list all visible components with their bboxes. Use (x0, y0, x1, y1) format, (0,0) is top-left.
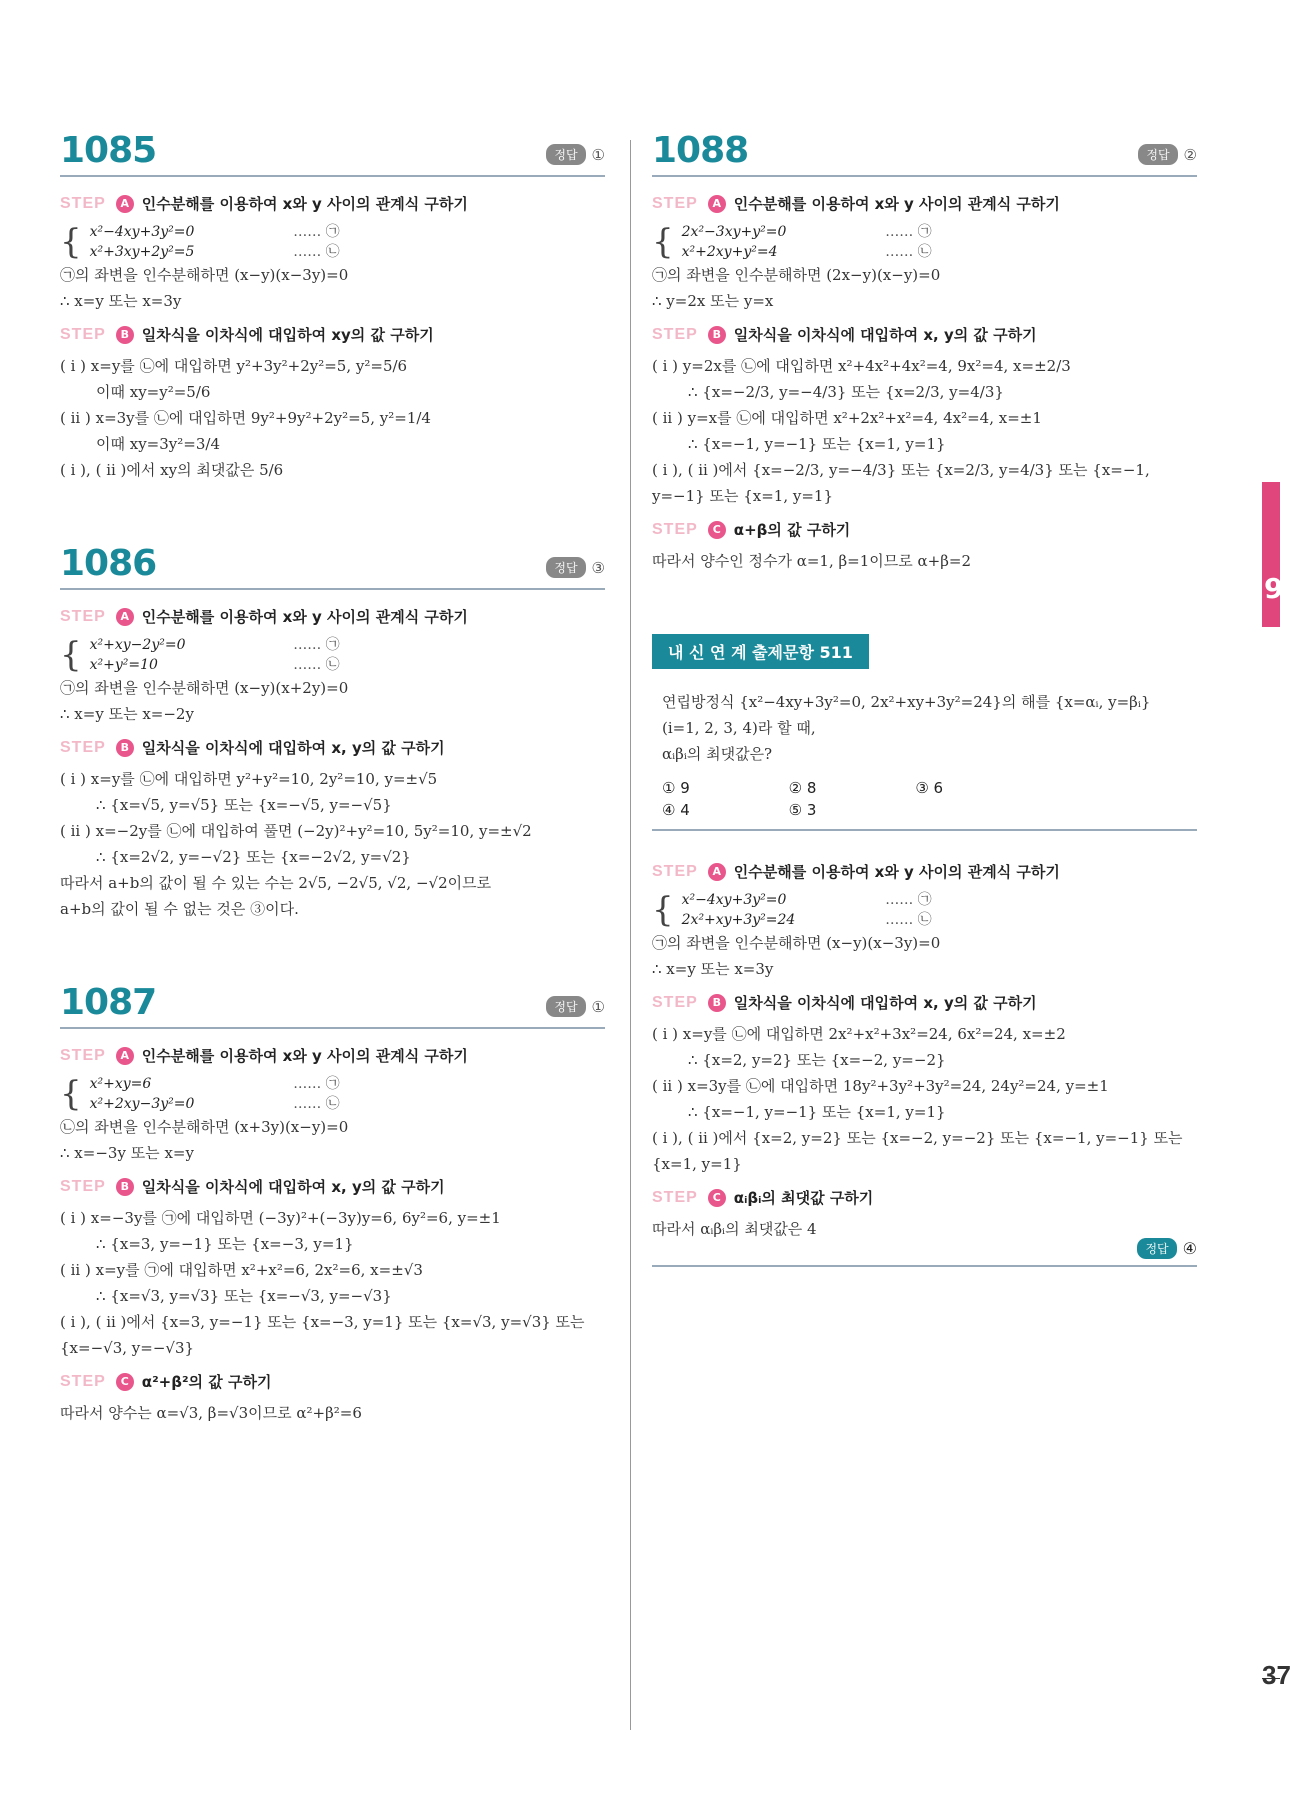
step-title: 일차식을 이차식에 대입하여 x, y의 값 구하기 (733, 326, 1037, 344)
equation-system: { 2x²−3xy+y²=0 …… ㉠ x²+2xy+y²=4 …… ㉡ (652, 222, 932, 262)
solution-line: ∴ x=−3y 또는 x=y (60, 1144, 194, 1162)
equation-system: { x²−4xy+3y²=0 …… ㉠ x²+3xy+2y²=5 …… ㉡ (60, 222, 340, 262)
solution-line: 이때 xy=3y²=3/4 (96, 435, 220, 453)
step-title: 인수분해를 이용하여 x와 y 사이의 관계식 구하기 (733, 195, 1060, 213)
right-column (652, 130, 1197, 1327)
solution-line: ∴ {x=−1, y=−1} 또는 {x=1, y=1} (688, 435, 946, 453)
problem-header (60, 982, 605, 1029)
solution-line: ∴ {x=√5, y=√5} 또는 {x=−√5, y=−√5} (96, 796, 392, 814)
solution-line: 따라서 αᵢβᵢ의 최댓값은 4 (652, 1220, 817, 1238)
answer-marker (546, 557, 605, 578)
problem-header (60, 130, 605, 177)
step-b-heading: STEP B 일차식을 이차식에 대입하여 xy의 값 구하기 (60, 325, 434, 344)
solution-line: ( i ), ( ii )에서 {x=−2/3, y=−4/3} 또는 {x=2/3, y=4/3} 또는 {x=−1, y=−1} 또는 {x=1, y=1} (652, 461, 1150, 505)
choice-5: ⑤ 3 (788, 801, 817, 819)
answer-badge: 정답 (546, 557, 585, 578)
solution-line: ( ii ) y=x를 ㉡에 대입하면 x²+2x²+x²=4, 4x²=4, x=±1 (652, 409, 1042, 427)
answer-marker (546, 996, 605, 1017)
answer-value: ① (591, 997, 605, 1016)
equation-system: { x²+xy=6 …… ㉠ x²+2xy−3y²=0 …… ㉡ (60, 1074, 340, 1114)
solution-line: ( i ), ( ii )에서 {x=2, y=2} 또는 {x=−2, y=−2} 또는 {x=−1, y=−1} 또는 {x=1, y=1} (652, 1129, 1183, 1173)
linked-problem-body (652, 669, 1197, 829)
problem-header (652, 130, 1197, 177)
problem-1086 (60, 543, 605, 922)
answer-badge: 정답 (1137, 1238, 1176, 1259)
step-title: 인수분해를 이용하여 x와 y 사이의 관계식 구하기 (141, 608, 468, 626)
solution-line: ( ii ) x=3y를 ㉡에 대입하면 9y²+9y²+2y²=5, y²=1/4 (60, 409, 431, 427)
choice-2: ② 8 (788, 779, 817, 797)
solution-line: 이때 xy=y²=5/6 (96, 383, 211, 401)
step-title: 인수분해를 이용하여 x와 y 사이의 관계식 구하기 (141, 195, 468, 213)
step-a-heading: STEP A 인수분해를 이용하여 x와 y 사이의 관계식 구하기 (652, 862, 1060, 881)
solution-line: ㉠의 좌변을 인수분해하면 (x−y)(x+2y)=0 (60, 679, 349, 697)
equation-system: { x²−4xy+3y²=0 …… ㉠ 2x²+xy+3y²=24 …… ㉡ (652, 890, 932, 930)
step-title: α²+β²의 값 구하기 (141, 1373, 272, 1391)
problem-1088 (652, 130, 1197, 574)
solution-line: ∴ y=2x 또는 y=x (652, 292, 774, 310)
problem-1087 (60, 982, 605, 1426)
step-a-heading: STEP A 인수분해를 이용하여 x와 y 사이의 관계식 구하기 (652, 194, 1060, 213)
solution-line: ( i ) x=y를 ㉡에 대입하면 y²+y²=10, 2y²=10, y=±√5 (60, 770, 438, 788)
step-a-heading: STEP A 인수분해를 이용하여 x와 y 사이의 관계식 구하기 (60, 194, 468, 213)
step-title: 일차식을 이차식에 대입하여 x, y의 값 구하기 (141, 1178, 445, 1196)
step-title: 인수분해를 이용하여 x와 y 사이의 관계식 구하기 (141, 1047, 468, 1065)
solution-line: ( ii ) x=−2y를 ㉡에 대입하여 풀면 (−2y)²+y²=10, 5y²=10, y=±√2 (60, 822, 532, 840)
problem-number: 1086 (60, 543, 157, 584)
solution-line: ㉠의 좌변을 인수분해하면 (x−y)(x−3y)=0 (652, 934, 941, 952)
answer-marker (546, 144, 605, 165)
solution-line: ( ii ) x=y를 ㉠에 대입하면 x²+x²=6, 2x²=6, x=±√3 (60, 1261, 423, 1279)
step-c-heading: STEP C α+β의 값 구하기 (652, 520, 851, 539)
solution-line: ( i ) x=−3y를 ㉠에 대입하면 (−3y)²+(−3y)y=6, 6y²=6, y=±1 (60, 1209, 501, 1227)
solution-line: a+b의 값이 될 수 없는 것은 ③이다. (60, 900, 299, 918)
answer-value: ① (591, 145, 605, 164)
solution-line: 따라서 양수인 정수가 α=1, β=1이므로 α+β=2 (652, 552, 971, 570)
equation-system: { x²+xy−2y²=0 …… ㉠ x²+y²=10 …… ㉡ (60, 635, 340, 675)
solution-line: ( i ) x=y를 ㉡에 대입하면 2x²+x²+3x²=24, 6x²=24, x=±2 (652, 1025, 1066, 1043)
step-b-heading: STEP B 일차식을 이차식에 대입하여 x, y의 값 구하기 (652, 325, 1037, 344)
solution-line: ㉠의 좌변을 인수분해하면 (x−y)(x−3y)=0 (60, 266, 349, 284)
step-b-heading: STEP B 일차식을 이차식에 대입하여 x, y의 값 구하기 (652, 993, 1037, 1012)
answer-badge: 정답 (1138, 144, 1177, 165)
question-text: 연립방정식 {x²−4xy+3y²=0, 2x²+xy+3y²=24}의 해를 {x=αᵢ, y=βᵢ} (i=1, 2, 3, 4)라 할 때, (662, 693, 1151, 737)
choice-3: ③ 6 (915, 779, 944, 797)
chapter-side-tab: 9 (1262, 482, 1280, 627)
problem-1085 (60, 130, 605, 483)
step-b-heading: STEP B 일차식을 이차식에 대입하여 x, y의 값 구하기 (60, 1177, 445, 1196)
answer-badge: 정답 (546, 144, 585, 165)
solution-line: 따라서 양수는 α=√3, β=√3이므로 α²+β²=6 (60, 1404, 362, 1422)
answer-badge: 정답 (546, 996, 585, 1017)
solution-line: ∴ {x=2√2, y=−√2} 또는 {x=−2√2, y=√2} (96, 848, 411, 866)
solution-line: ∴ x=y 또는 x=3y (652, 960, 774, 978)
step-a-heading: STEP A 인수분해를 이용하여 x와 y 사이의 관계식 구하기 (60, 607, 468, 626)
step-a-heading: STEP A 인수분해를 이용하여 x와 y 사이의 관계식 구하기 (60, 1046, 468, 1065)
step-title: 일차식을 이차식에 대입하여 x, y의 값 구하기 (141, 739, 445, 757)
step-title: 인수분해를 이용하여 x와 y 사이의 관계식 구하기 (733, 863, 1060, 881)
answer-marker (1138, 144, 1197, 165)
problem-number: 1088 (652, 130, 749, 171)
problem-number: 1085 (60, 130, 157, 171)
step-title: αᵢβᵢ의 최댓값 구하기 (733, 1189, 874, 1207)
step-c-heading: STEP C α²+β²의 값 구하기 (60, 1372, 272, 1391)
left-column (60, 130, 605, 1486)
answer-value: ② (1183, 145, 1197, 164)
choice-4: ④ 4 (662, 801, 690, 819)
problem-number: 1087 (60, 982, 157, 1023)
linked-problem-title: 내 신 연 계 출제문항 511 (652, 634, 869, 669)
solution-line: 따라서 a+b의 값이 될 수 있는 수는 2√5, −2√5, √2, −√2이므로 (60, 874, 492, 892)
linked-problem-solution (652, 861, 1197, 1267)
solution-line: ∴ x=y 또는 x=3y (60, 292, 182, 310)
solution-line: ( ii ) x=3y를 ㉡에 대입하면 18y²+3y²+3y²=24, 24y²=24, y=±1 (652, 1077, 1109, 1095)
step-title: 일차식을 이차식에 대입하여 x, y의 값 구하기 (733, 994, 1037, 1012)
solution-line: ∴ {x=3, y=−1} 또는 {x=−3, y=1} (96, 1235, 354, 1253)
solution-line: ㉠의 좌변을 인수분해하면 (2x−y)(x−y)=0 (652, 266, 941, 284)
solution-line: ∴ {x=−1, y=−1} 또는 {x=1, y=1} (688, 1103, 946, 1121)
solution-line: ( i ), ( ii )에서 {x=3, y=−1} 또는 {x=−3, y=1} 또는 {x=√3, y=√3} 또는 {x=−√3, y=−√3} (60, 1313, 585, 1357)
solution-line: ㉡의 좌변을 인수분해하면 (x+3y)(x−y)=0 (60, 1118, 349, 1136)
question-text: αᵢβᵢ의 최댓값은? (662, 745, 773, 763)
solution-line: ∴ {x=√3, y=√3} 또는 {x=−√3, y=−√3} (96, 1287, 392, 1305)
final-answer (652, 1238, 1197, 1267)
choice-1: ① 9 (662, 779, 690, 797)
solution-line: ( i ), ( ii )에서 xy의 최댓값은 5/6 (60, 461, 284, 479)
answer-value: ③ (591, 558, 605, 577)
step-c-heading: STEP C αᵢβᵢ의 최댓값 구하기 (652, 1188, 874, 1207)
step-title: α+β의 값 구하기 (733, 521, 851, 539)
column-divider (630, 140, 631, 1730)
linked-problem-box (652, 634, 1197, 831)
solution-line: ∴ x=y 또는 x=−2y (60, 705, 194, 723)
solution-line: ( i ) y=2x를 ㉡에 대입하면 x²+4x²+4x²=4, 9x²=4, x=±2/3 (652, 357, 1071, 375)
choices (662, 779, 1042, 819)
page-number: 37 (1262, 1660, 1291, 1690)
solution-line: ∴ {x=−2/3, y=−4/3} 또는 {x=2/3, y=4/3} (688, 383, 1004, 401)
solution-line: ∴ {x=2, y=2} 또는 {x=−2, y=−2} (688, 1051, 946, 1069)
problem-header (60, 543, 605, 590)
step-b-heading: STEP B 일차식을 이차식에 대입하여 x, y의 값 구하기 (60, 738, 445, 757)
answer-value: ④ (1182, 1239, 1197, 1258)
step-title: 일차식을 이차식에 대입하여 xy의 값 구하기 (141, 326, 434, 344)
solution-line: ( i ) x=y를 ㉡에 대입하면 y²+3y²+2y²=5, y²=5/6 (60, 357, 408, 375)
